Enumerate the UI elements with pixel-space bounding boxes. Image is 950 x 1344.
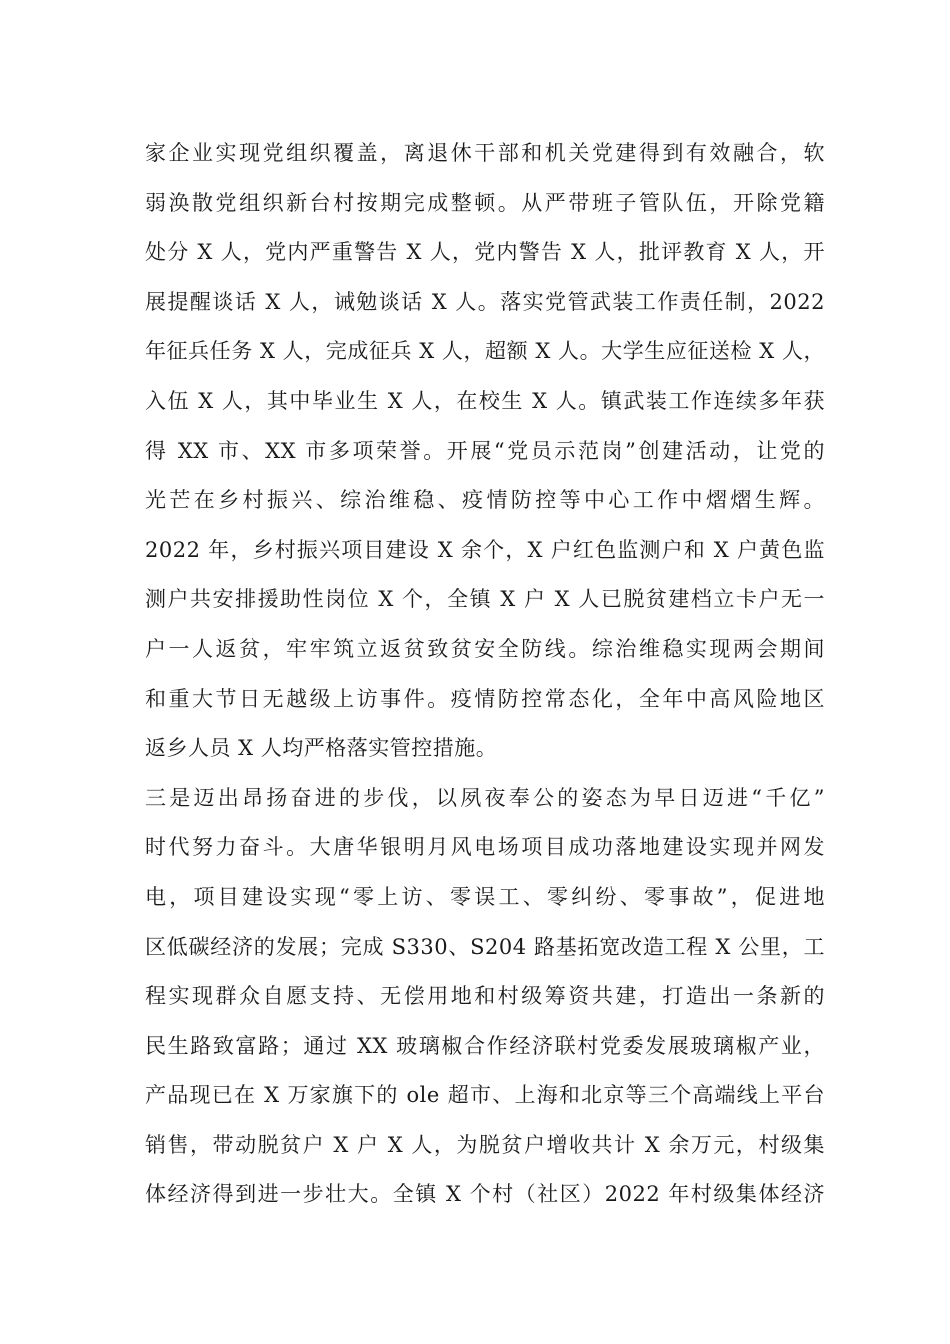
text-line: 2022 年，乡村振兴项目建设 X 余个，X 户红色监测户和 X 户黄色监 — [145, 537, 825, 562]
text-line: 民生路致富路；通过 XX 玻璃椒合作经济联村党委发展玻璃椒产业， — [145, 1033, 825, 1058]
text-line: 入伍 X 人，其中毕业生 X 人，在校生 X 人。镇武装工作连续多年获 — [145, 388, 825, 413]
text-line: 户一人返贫，牢牢筑立返贫致贫安全防线。综治维稳实现两会期间 — [145, 636, 825, 661]
text-line: 区低碳经济的发展；完成 S330、S204 路基拓宽改造工程 X 公里，工 — [145, 934, 825, 959]
text-line: 光芒在乡村振兴、综治维稳、疫情防控等中心工作中熠熠生辉。 — [145, 488, 825, 513]
text-line: 电，项目建设实现“零上访、零误工、零纠纷、零事故”，促进地 — [145, 884, 825, 909]
text-line: 测户共安排援助性岗位 X 个，全镇 X 户 X 人已脱贫建档立卡户无一 — [145, 587, 825, 612]
text-line: 三是迈出昂扬奋进的步伐，以夙夜奉公的姿态为早日迈进“千亿” — [145, 785, 825, 810]
text-line: 得 XX 市、XX 市多项荣誉。开展“党员示范岗”创建活动，让党的 — [145, 438, 825, 463]
text-line: 时代努力奋斗。大唐华银明月风电场项目成功落地建设实现并网发 — [145, 835, 825, 860]
text-line: 销售，带动脱贫户 X 户 X 人，为脱贫户增收共计 X 余万元，村级集 — [145, 1132, 825, 1157]
text-line: 返乡人员 X 人均严格落实管控措施。 — [145, 736, 498, 761]
text-line: 程实现群众自愿支持、无偿用地和村级筹资共建，打造出一条新的 — [145, 984, 825, 1009]
text-line: 展提醒谈话 X 人，诫勉谈话 X 人。落实党管武装工作责任制，2022 — [145, 289, 825, 314]
text-line: 家企业实现党组织覆盖，离退休干部和机关党建得到有效融合，软 — [145, 141, 825, 165]
body-text — [145, 133, 825, 1224]
text-line: 和重大节日无越级上访事件。疫情防控常态化，全年中高风险地区 — [145, 686, 825, 711]
text-line: 处分 X 人，党内严重警告 X 人，党内警告 X 人，批评教育 X 人，开 — [145, 240, 825, 265]
text-line: 年征兵任务 X 人，完成征兵 X 人，超额 X 人。大学生应征送检 X 人， — [145, 339, 825, 364]
text-line: 弱涣散党组织新台村按期完成整顿。从严带班子管队伍，开除党籍 — [145, 190, 825, 215]
text-line: 体经济得到进一步壮大。全镇 X 个村（社区）2022 年村级集体经济 — [145, 1182, 825, 1207]
text-line: 产品现已在 X 万家旗下的 ole 超市、上海和北京等三个高端线上平台 — [145, 1083, 825, 1108]
